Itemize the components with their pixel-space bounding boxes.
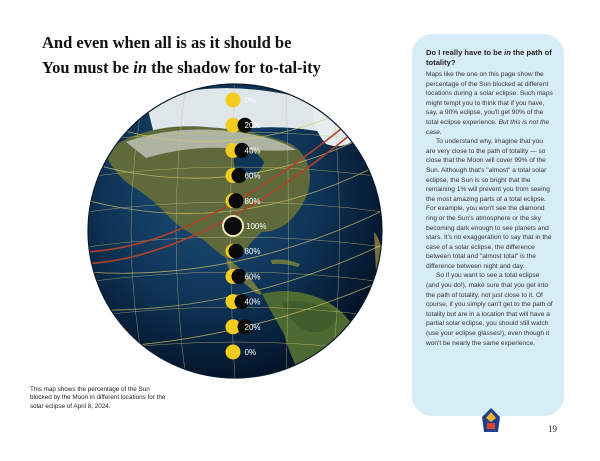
heading-emphasis: in	[133, 58, 147, 77]
page-number: 19	[548, 424, 557, 434]
sidebar-title: Do I really have to be in the path of totality?	[426, 48, 552, 67]
coverage-label: 40%	[244, 146, 261, 156]
eclipse-globe-map	[86, 82, 384, 380]
coverage-label: 80%	[244, 196, 261, 206]
sidebar-emphasis: But this is not the case.	[426, 118, 550, 136]
sidebar-box	[412, 34, 564, 416]
moon-disk-icon	[224, 217, 242, 235]
coverage-label: 20%	[244, 322, 261, 332]
page-heading	[42, 30, 372, 80]
coverage-label: 80%	[244, 247, 261, 257]
sun-disk-icon	[226, 345, 241, 360]
sidebar-body	[426, 70, 554, 348]
coverage-label: 20%	[244, 121, 261, 131]
publisher-logo-icon	[482, 408, 500, 432]
coverage-label: 100%	[246, 222, 267, 231]
sidebar-paragraph-1: Maps like the one on this page show the percentage of the Sun blocked at different locations during a solar eclipse. Such maps might tempt you to think that if you have, say, a 90% eclipse, you'll get 90% of the total eclipse experience. But this is not the case.	[426, 71, 553, 136]
coverage-label: 60%	[244, 272, 261, 282]
coverage-label: 0%	[244, 348, 257, 357]
moon-disk-icon	[229, 193, 244, 208]
map-caption: This map shows the percentage of the Sun blocked by the Moon in different locations for the solar eclipse of April 8, 2024.	[30, 386, 166, 410]
moon-disk-icon	[229, 244, 244, 259]
heading-line-2: You must be in the shadow for to-tal-ity	[42, 58, 321, 77]
sidebar-paragraph-3: So if you want to see a total eclipse (and you do!), make sure that you get into the path of totality, not just close to it. Of course, if you simply can't get to the path of totality but are in a location that will have a partial solar eclipse, you should still watch (use your eclipse glasses!), even though it won't be nearly the same experience.	[426, 272, 553, 347]
heading-line-1: And even when all is as it should be	[42, 33, 292, 52]
coverage-label: 0%	[244, 96, 257, 105]
sun-disk-icon	[226, 93, 241, 108]
coverage-label: 40%	[244, 297, 261, 307]
coverage-label: 60%	[244, 171, 261, 181]
sidebar-title-emphasis: in	[504, 48, 511, 57]
sidebar-paragraph-2: To understand why, imagine that you are very close to the path of totality — so close that the Moon will cover 99% of the Sun. Although that's "almost" a total solar eclipse, the Sun is so bright that the remaining 1% will prevent you from seeing the most amazing parts of a total eclipse. For example, you won't see the diamond ring or the Sun's atmosphere or the sky becoming dark enough to see planets and stars. It's no exaggeration to say that in the case of a solar eclipse, the difference between total and "almost total" is the difference between night and day.	[426, 138, 552, 270]
